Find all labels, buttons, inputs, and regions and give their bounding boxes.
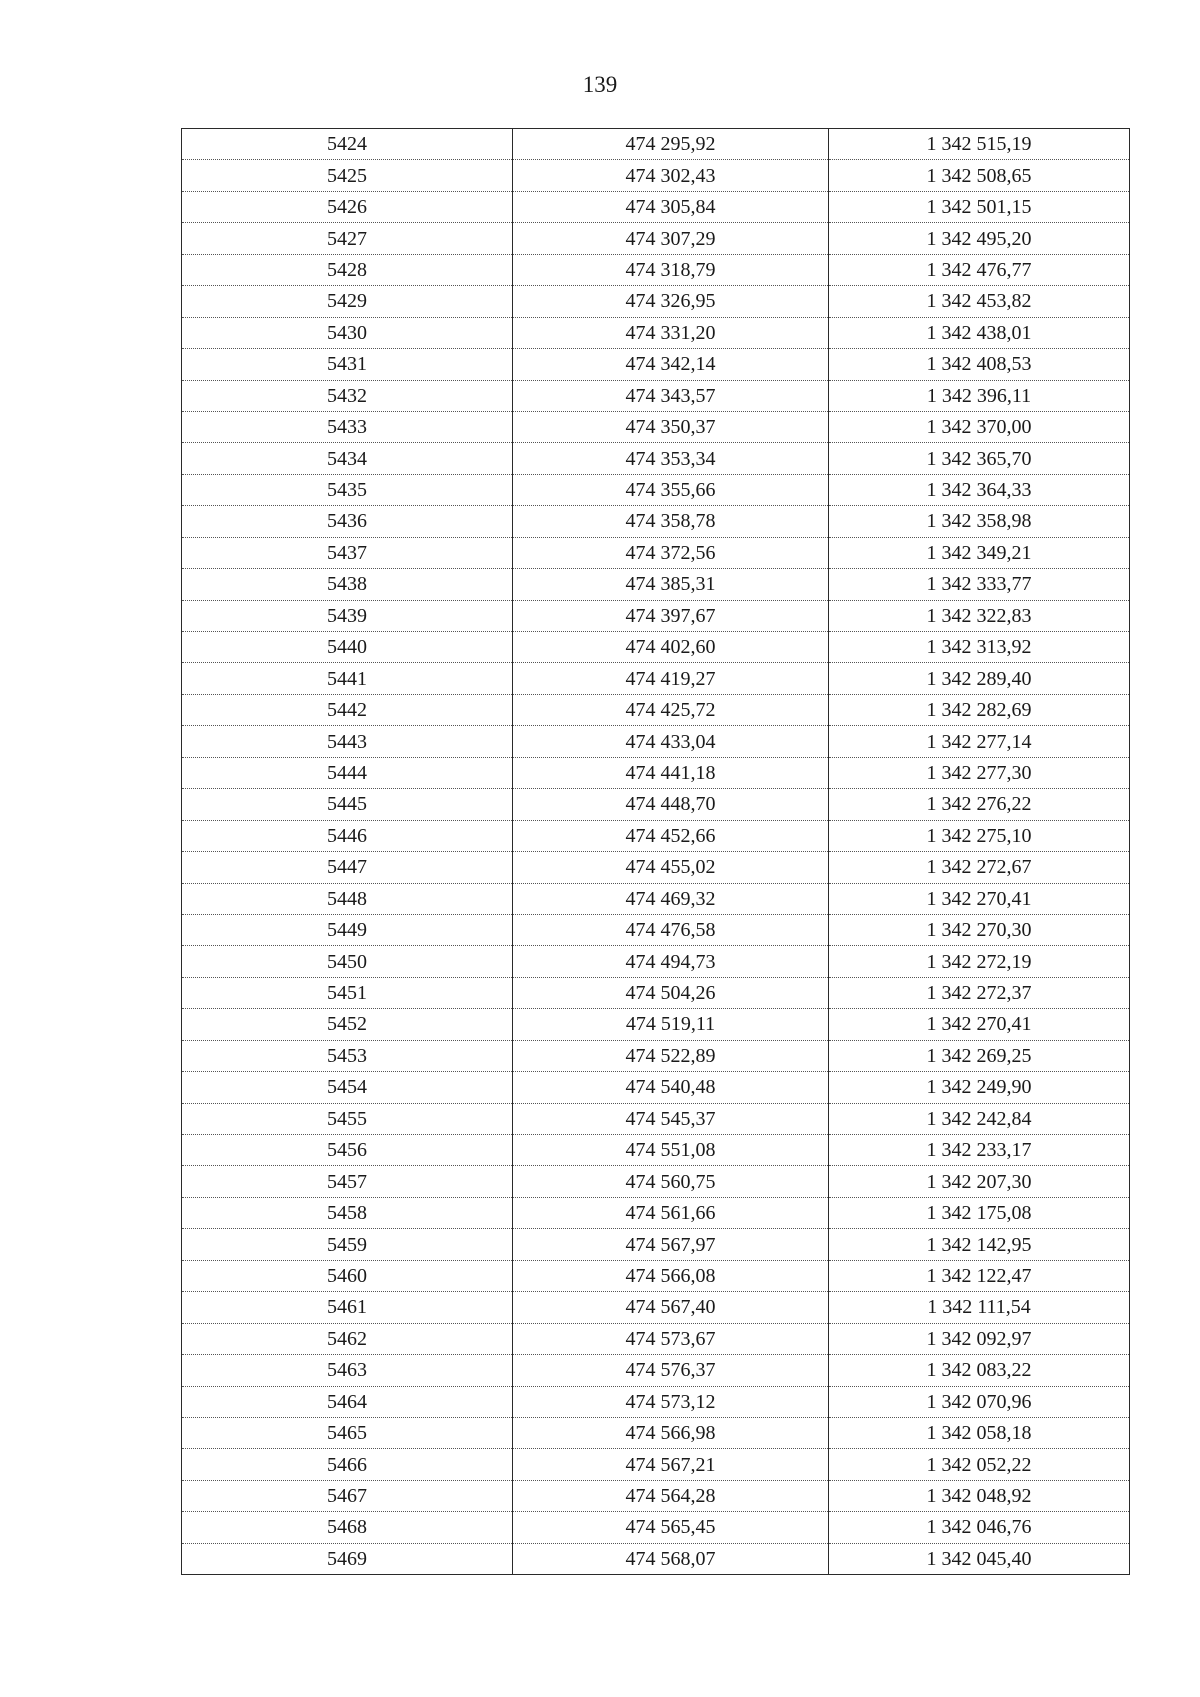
y-coordinate-cell: 1 342 358,98: [829, 506, 1130, 537]
table-row: [182, 914, 1130, 945]
x-coordinate-cell: 474 350,37: [513, 411, 829, 442]
x-coordinate-cell: 474 540,48: [513, 1072, 829, 1103]
x-coordinate-cell: 474 566,98: [513, 1417, 829, 1448]
point-number-cell: 5438: [182, 569, 513, 600]
table-row: [182, 474, 1130, 505]
point-number-cell: 5462: [182, 1323, 513, 1354]
coordinates-table: [181, 128, 1130, 1575]
y-coordinate-cell: 1 342 270,41: [829, 1009, 1130, 1040]
x-coordinate-cell: 474 567,97: [513, 1229, 829, 1260]
y-coordinate-cell: 1 342 396,11: [829, 380, 1130, 411]
y-coordinate-cell: 1 342 275,10: [829, 820, 1130, 851]
point-number-cell: 5452: [182, 1009, 513, 1040]
table-row: [182, 1323, 1130, 1354]
x-coordinate-cell: 474 567,40: [513, 1292, 829, 1323]
point-number-cell: 5466: [182, 1449, 513, 1480]
y-coordinate-cell: 1 342 364,33: [829, 474, 1130, 505]
point-number-cell: 5447: [182, 852, 513, 883]
table-row: [182, 286, 1130, 317]
x-coordinate-cell: 474 551,08: [513, 1135, 829, 1166]
table-row: [182, 1543, 1130, 1574]
y-coordinate-cell: 1 342 175,08: [829, 1197, 1130, 1228]
y-coordinate-cell: 1 342 408,53: [829, 349, 1130, 380]
point-number-cell: 5425: [182, 160, 513, 191]
table-row: [182, 1072, 1130, 1103]
point-number-cell: 5458: [182, 1197, 513, 1228]
y-coordinate-cell: 1 342 515,19: [829, 129, 1130, 160]
point-number-cell: 5442: [182, 694, 513, 725]
x-coordinate-cell: 474 566,08: [513, 1260, 829, 1291]
point-number-cell: 5426: [182, 191, 513, 222]
table-row: [182, 443, 1130, 474]
point-number-cell: 5424: [182, 129, 513, 160]
y-coordinate-cell: 1 342 092,97: [829, 1323, 1130, 1354]
point-number-cell: 5429: [182, 286, 513, 317]
y-coordinate-cell: 1 342 495,20: [829, 223, 1130, 254]
table-row: [182, 1512, 1130, 1543]
y-coordinate-cell: 1 342 242,84: [829, 1103, 1130, 1134]
y-coordinate-cell: 1 342 083,22: [829, 1355, 1130, 1386]
point-number-cell: 5461: [182, 1292, 513, 1323]
y-coordinate-cell: 1 342 277,14: [829, 726, 1130, 757]
table-row: [182, 129, 1130, 160]
y-coordinate-cell: 1 342 453,82: [829, 286, 1130, 317]
table-row: [182, 883, 1130, 914]
y-coordinate-cell: 1 342 508,65: [829, 160, 1130, 191]
table-row: [182, 380, 1130, 411]
point-number-cell: 5432: [182, 380, 513, 411]
table-row: [182, 160, 1130, 191]
point-number-cell: 5434: [182, 443, 513, 474]
y-coordinate-cell: 1 342 249,90: [829, 1072, 1130, 1103]
y-coordinate-cell: 1 342 272,19: [829, 946, 1130, 977]
x-coordinate-cell: 474 567,21: [513, 1449, 829, 1480]
point-number-cell: 5464: [182, 1386, 513, 1417]
y-coordinate-cell: 1 342 046,76: [829, 1512, 1130, 1543]
y-coordinate-cell: 1 342 501,15: [829, 191, 1130, 222]
table-row: [182, 506, 1130, 537]
point-number-cell: 5439: [182, 600, 513, 631]
table-row: [182, 1009, 1130, 1040]
x-coordinate-cell: 474 305,84: [513, 191, 829, 222]
table-row: [182, 726, 1130, 757]
y-coordinate-cell: 1 342 270,41: [829, 883, 1130, 914]
table-row: [182, 852, 1130, 883]
x-coordinate-cell: 474 355,66: [513, 474, 829, 505]
table-row: [182, 789, 1130, 820]
y-coordinate-cell: 1 342 313,92: [829, 632, 1130, 663]
table-row: [182, 254, 1130, 285]
table-row: [182, 1103, 1130, 1134]
x-coordinate-cell: 474 342,14: [513, 349, 829, 380]
y-coordinate-cell: 1 342 122,47: [829, 1260, 1130, 1291]
table-row: [182, 1417, 1130, 1448]
point-number-cell: 5440: [182, 632, 513, 663]
point-number-cell: 5451: [182, 977, 513, 1008]
page-number: 139: [582, 72, 618, 97]
y-coordinate-cell: 1 342 070,96: [829, 1386, 1130, 1417]
table-row: [182, 600, 1130, 631]
x-coordinate-cell: 474 385,31: [513, 569, 829, 600]
y-coordinate-cell: 1 342 270,30: [829, 914, 1130, 945]
point-number-cell: 5445: [182, 789, 513, 820]
x-coordinate-cell: 474 573,12: [513, 1386, 829, 1417]
y-coordinate-cell: 1 342 058,18: [829, 1417, 1130, 1448]
x-coordinate-cell: 474 568,07: [513, 1543, 829, 1574]
y-coordinate-cell: 1 342 277,30: [829, 757, 1130, 788]
x-coordinate-cell: 474 419,27: [513, 663, 829, 694]
point-number-cell: 5441: [182, 663, 513, 694]
table-row: [182, 977, 1130, 1008]
x-coordinate-cell: 474 318,79: [513, 254, 829, 285]
table-row: [182, 1449, 1130, 1480]
y-coordinate-cell: 1 342 322,83: [829, 600, 1130, 631]
x-coordinate-cell: 474 372,56: [513, 537, 829, 568]
y-coordinate-cell: 1 342 272,37: [829, 977, 1130, 1008]
point-number-cell: 5455: [182, 1103, 513, 1134]
y-coordinate-cell: 1 342 272,67: [829, 852, 1130, 883]
y-coordinate-cell: 1 342 269,25: [829, 1040, 1130, 1071]
point-number-cell: 5427: [182, 223, 513, 254]
x-coordinate-cell: 474 358,78: [513, 506, 829, 537]
y-coordinate-cell: 1 342 476,77: [829, 254, 1130, 285]
table-row: [182, 1480, 1130, 1511]
x-coordinate-cell: 474 433,04: [513, 726, 829, 757]
x-coordinate-cell: 474 452,66: [513, 820, 829, 851]
y-coordinate-cell: 1 342 142,95: [829, 1229, 1130, 1260]
point-number-cell: 5459: [182, 1229, 513, 1260]
table-row: [182, 757, 1130, 788]
point-number-cell: 5450: [182, 946, 513, 977]
y-coordinate-cell: 1 342 349,21: [829, 537, 1130, 568]
x-coordinate-cell: 474 307,29: [513, 223, 829, 254]
point-number-cell: 5446: [182, 820, 513, 851]
y-coordinate-cell: 1 342 052,22: [829, 1449, 1130, 1480]
x-coordinate-cell: 474 564,28: [513, 1480, 829, 1511]
point-number-cell: 5428: [182, 254, 513, 285]
table-row: [182, 632, 1130, 663]
point-number-cell: 5435: [182, 474, 513, 505]
x-coordinate-cell: 474 573,67: [513, 1323, 829, 1354]
x-coordinate-cell: 474 302,43: [513, 160, 829, 191]
table-row: [182, 663, 1130, 694]
x-coordinate-cell: 474 565,45: [513, 1512, 829, 1543]
point-number-cell: 5444: [182, 757, 513, 788]
table-row: [182, 411, 1130, 442]
x-coordinate-cell: 474 494,73: [513, 946, 829, 977]
point-number-cell: 5431: [182, 349, 513, 380]
table-row: [182, 537, 1130, 568]
x-coordinate-cell: 474 397,67: [513, 600, 829, 631]
x-coordinate-cell: 474 441,18: [513, 757, 829, 788]
table-row: [182, 349, 1130, 380]
point-number-cell: 5437: [182, 537, 513, 568]
y-coordinate-cell: 1 342 233,17: [829, 1135, 1130, 1166]
x-coordinate-cell: 474 331,20: [513, 317, 829, 348]
point-number-cell: 5436: [182, 506, 513, 537]
point-number-cell: 5449: [182, 914, 513, 945]
x-coordinate-cell: 474 353,34: [513, 443, 829, 474]
point-number-cell: 5443: [182, 726, 513, 757]
table-row: [182, 223, 1130, 254]
point-number-cell: 5453: [182, 1040, 513, 1071]
x-coordinate-cell: 474 343,57: [513, 380, 829, 411]
x-coordinate-cell: 474 519,11: [513, 1009, 829, 1040]
table-row: [182, 1355, 1130, 1386]
table-row: [182, 569, 1130, 600]
x-coordinate-cell: 474 560,75: [513, 1166, 829, 1197]
point-number-cell: 5467: [182, 1480, 513, 1511]
point-number-cell: 5468: [182, 1512, 513, 1543]
point-number-cell: 5457: [182, 1166, 513, 1197]
x-coordinate-cell: 474 504,26: [513, 977, 829, 1008]
x-coordinate-cell: 474 455,02: [513, 852, 829, 883]
table-row: [182, 1135, 1130, 1166]
x-coordinate-cell: 474 545,37: [513, 1103, 829, 1134]
x-coordinate-cell: 474 326,95: [513, 286, 829, 317]
table-row: [182, 694, 1130, 725]
y-coordinate-cell: 1 342 276,22: [829, 789, 1130, 820]
x-coordinate-cell: 474 448,70: [513, 789, 829, 820]
table-row: [182, 1292, 1130, 1323]
table-row: [182, 946, 1130, 977]
x-coordinate-cell: 474 561,66: [513, 1197, 829, 1228]
x-coordinate-cell: 474 476,58: [513, 914, 829, 945]
y-coordinate-cell: 1 342 111,54: [829, 1292, 1130, 1323]
x-coordinate-cell: 474 295,92: [513, 129, 829, 160]
point-number-cell: 5454: [182, 1072, 513, 1103]
point-number-cell: 5430: [182, 317, 513, 348]
point-number-cell: 5460: [182, 1260, 513, 1291]
y-coordinate-cell: 1 342 045,40: [829, 1543, 1130, 1574]
y-coordinate-cell: 1 342 282,69: [829, 694, 1130, 725]
point-number-cell: 5465: [182, 1417, 513, 1448]
point-number-cell: 5463: [182, 1355, 513, 1386]
point-number-cell: 5456: [182, 1135, 513, 1166]
table-row: [182, 191, 1130, 222]
table-row: [182, 317, 1130, 348]
y-coordinate-cell: 1 342 289,40: [829, 663, 1130, 694]
table-row: [182, 1197, 1130, 1228]
y-coordinate-cell: 1 342 048,92: [829, 1480, 1130, 1511]
y-coordinate-cell: 1 342 207,30: [829, 1166, 1130, 1197]
x-coordinate-cell: 474 402,60: [513, 632, 829, 663]
table-row: [182, 820, 1130, 851]
y-coordinate-cell: 1 342 438,01: [829, 317, 1130, 348]
x-coordinate-cell: 474 425,72: [513, 694, 829, 725]
x-coordinate-cell: 474 469,32: [513, 883, 829, 914]
point-number-cell: 5448: [182, 883, 513, 914]
table-row: [182, 1260, 1130, 1291]
y-coordinate-cell: 1 342 370,00: [829, 411, 1130, 442]
x-coordinate-cell: 474 522,89: [513, 1040, 829, 1071]
y-coordinate-cell: 1 342 365,70: [829, 443, 1130, 474]
table-row: [182, 1229, 1130, 1260]
point-number-cell: 5469: [182, 1543, 513, 1574]
table-row: [182, 1040, 1130, 1071]
y-coordinate-cell: 1 342 333,77: [829, 569, 1130, 600]
table-row: [182, 1386, 1130, 1417]
coordinates-table-body: [182, 129, 1130, 1575]
table-row: [182, 1166, 1130, 1197]
x-coordinate-cell: 474 576,37: [513, 1355, 829, 1386]
point-number-cell: 5433: [182, 411, 513, 442]
